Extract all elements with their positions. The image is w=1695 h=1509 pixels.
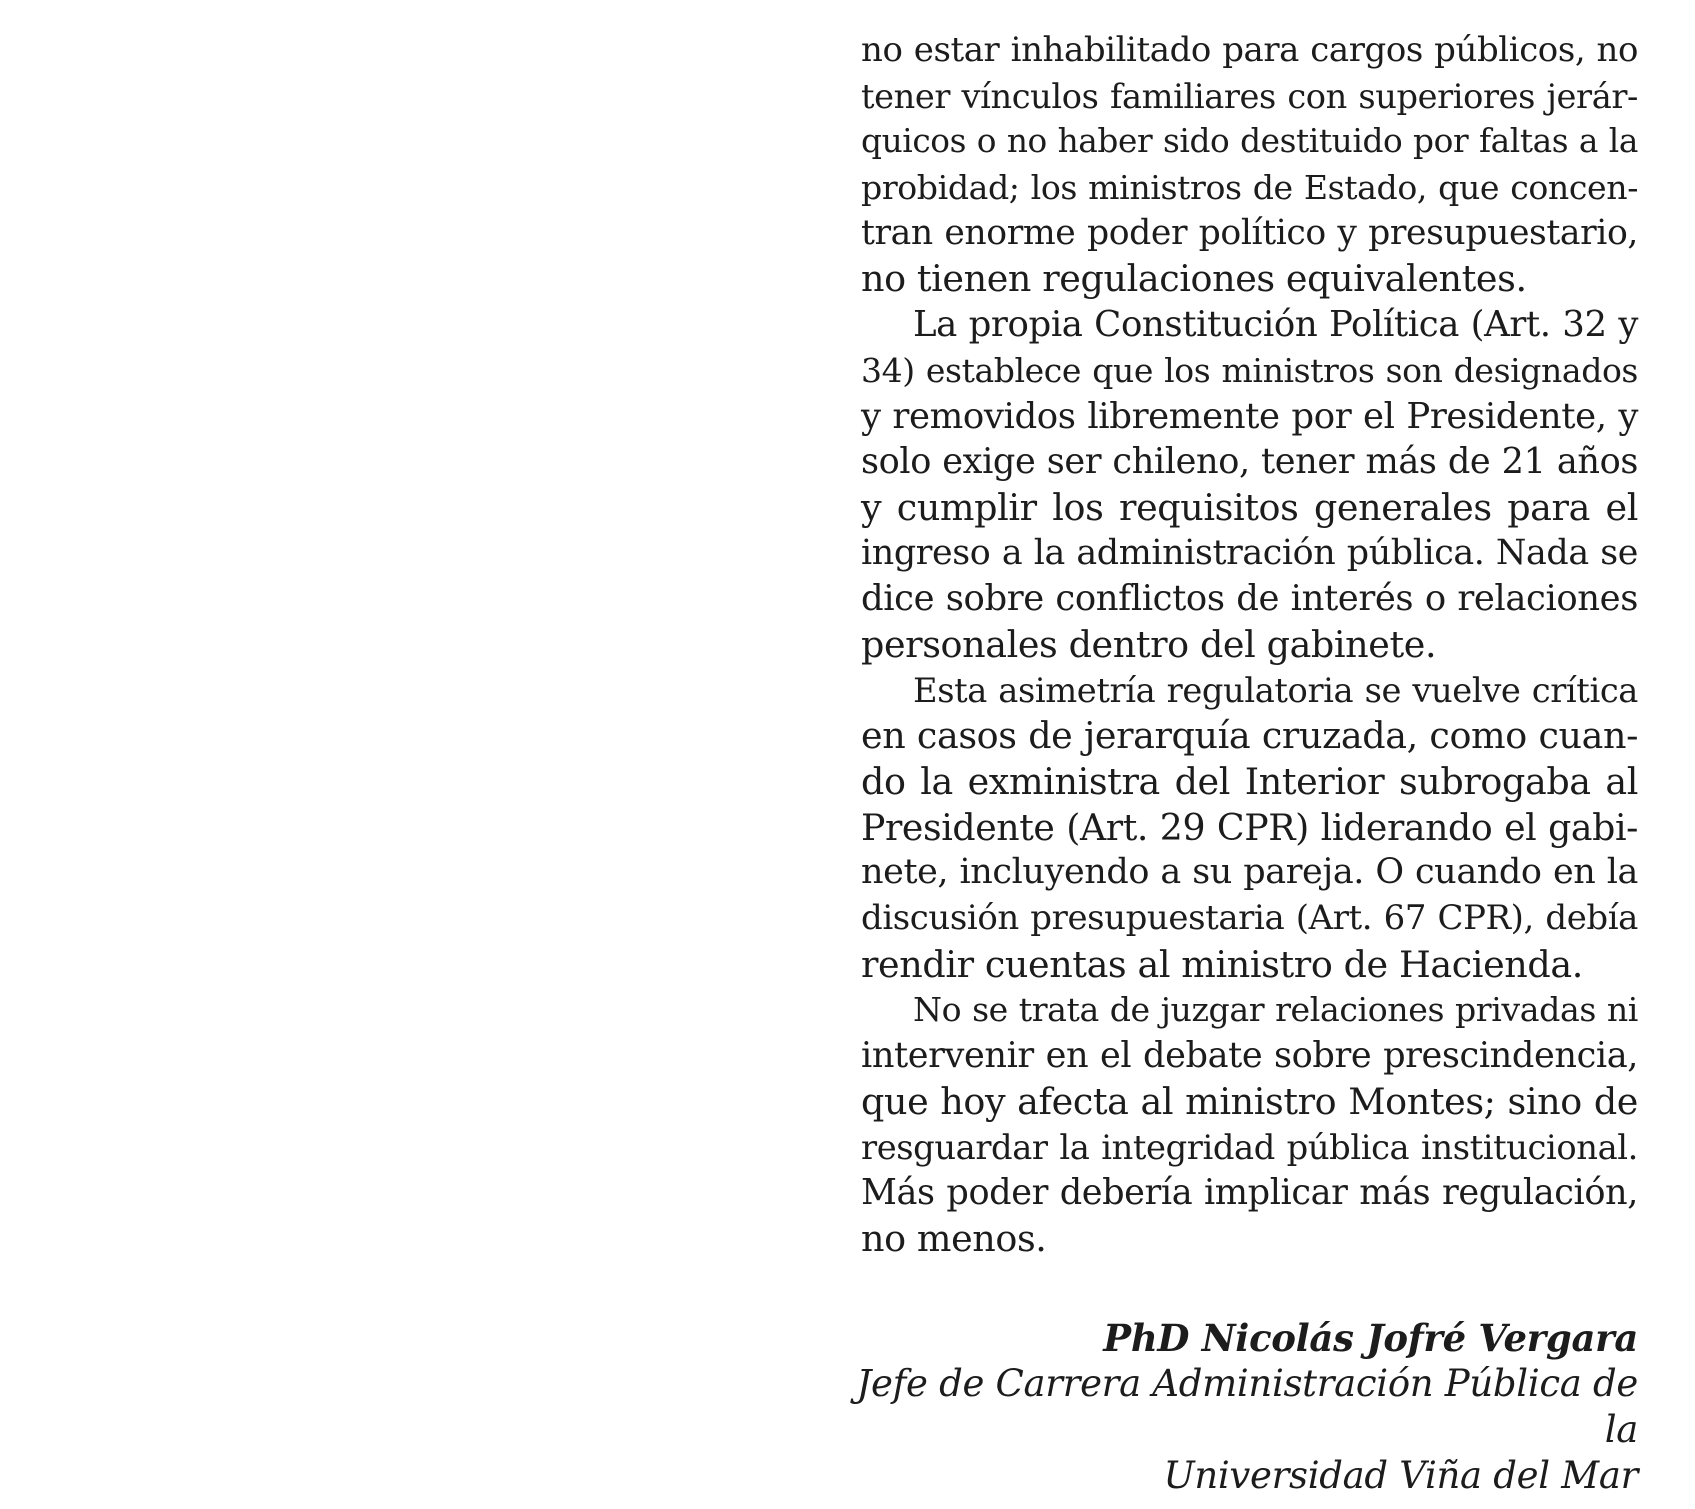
article-line: discusión presupuestaria (Art. 67 CPR), debía <box>861 898 1638 939</box>
article-line: quicos o no haber sido destituido por faltas a la <box>861 122 1638 161</box>
article-line: que hoy afecta al ministro Montes; sino de <box>861 1079 1638 1123</box>
author-role-line-2: Universidad Viña del Mar <box>1163 1454 1638 1497</box>
article-line: tener vínculos familiares con superiores jerár- <box>861 76 1638 116</box>
article-line: en casos de jerarquía cruzada, como cuan- <box>861 714 1638 758</box>
article-line: no estar inhabilitado para cargos públicos, no <box>861 30 1638 70</box>
article-line: Más poder debería implicar más regulación, <box>861 1172 1638 1214</box>
article-line: Esta asimetría regulatoria se vuelve crítica <box>913 670 1638 710</box>
article-line: do la exministra del Interior subrogaba al <box>861 760 1638 803</box>
article-line: intervenir en el debate sobre prescindencia, <box>861 1035 1638 1077</box>
blank-margin <box>0 0 840 1509</box>
article-line: dice sobre conflictos de interés o relaciones <box>861 578 1638 620</box>
article-line: no tienen regulaciones equivalentes. <box>861 257 1527 301</box>
article-line: nete, incluyendo a su pareja. O cuando en la <box>861 852 1638 893</box>
article-line: tran enorme poder político y presupuestario, <box>861 212 1638 253</box>
article-line: y removidos libremente por el Presidente, y <box>861 395 1638 437</box>
article-line: Presidente (Art. 29 CPR) liderando el gabi- <box>861 805 1638 849</box>
article-line: no menos. <box>861 1216 1047 1260</box>
article-line: solo exige ser chileno, tener más de 21 años <box>861 441 1638 483</box>
author-signature <box>838 1315 1638 1499</box>
article-line: ingreso a la administración pública. Nada se <box>861 532 1638 573</box>
article-text-column <box>861 28 1638 1262</box>
article-line: resguardar la integridad pública institucional. <box>861 1127 1638 1167</box>
author-name: PhD Nicolás Jofré Vergara <box>1103 1316 1638 1360</box>
article-line: No se trata de juzgar relaciones privadas ni <box>913 990 1638 1030</box>
article-line: personales dentro del gabinete. <box>861 622 1437 666</box>
article-line: rendir cuentas al ministro de Hacienda. <box>861 942 1583 986</box>
article-line: 34) establece que los ministros son designados <box>861 350 1638 390</box>
article-line: probidad; los ministros de Estado, que concen- <box>861 168 1638 208</box>
article-line: y cumplir los requisitos generales para el <box>861 485 1638 529</box>
author-role-line-1: Jefe de Carrera Administración Pública de la <box>856 1362 1638 1451</box>
article-line: La propia Constitución Política (Art. 32 y <box>913 304 1638 346</box>
